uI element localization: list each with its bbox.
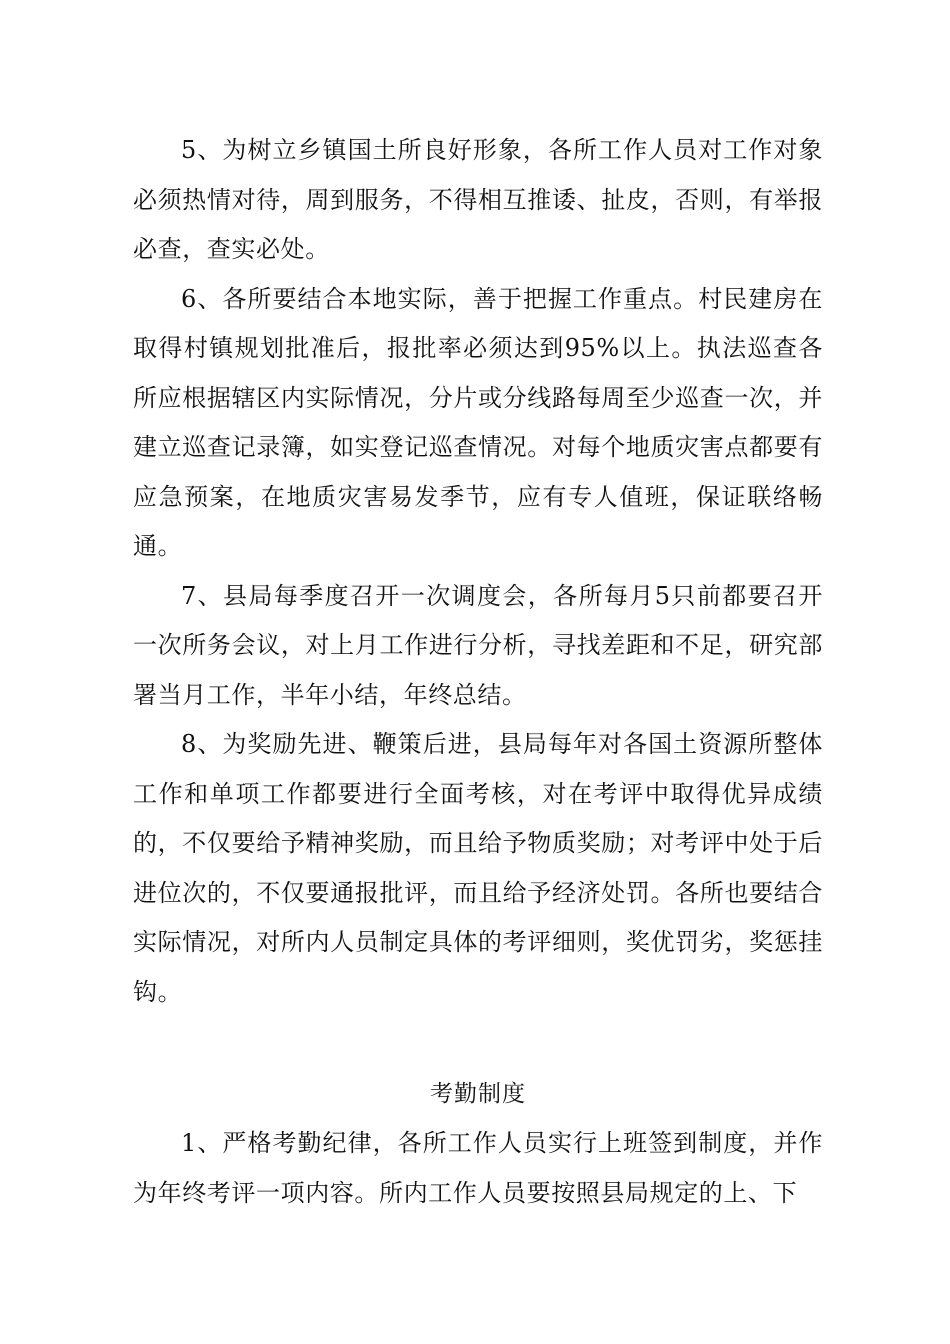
document-body: [133, 126, 823, 1218]
paragraph-6: 6、各所要结合本地实际，善于把握工作重点。村民建房在取得村镇规划批准后，报批率必须达到95%以上。执法巡查各所应根据辖区内实际情况，分片或分线路每周至少巡查一次，并建立巡查记录簿，如实登记巡查情况。对每个地质灾害点都要有应急预案，在地质灾害易发季节，应有专人值班，保证联络畅通。: [133, 284, 823, 560]
paragraph-7: 7、县局每季度召开一次调度会，各所每月5只前都要召开一次所务会议，对上月工作进行分析，寻找差距和不足，研究部署当月工作，半年小结，年终总结。: [133, 581, 823, 709]
section-title: 考勤制度: [430, 1081, 526, 1107]
paragraph-8: 8、为奖励先进、鞭策后进，县局每年对各国土资源所整体工作和单项工作都要进行全面考核，对在考评中取得优异成绩的，不仅要给予精神奖励，而且给予物质奖励；对考评中处于后进位次的，不仅要通报批评，而且给予经济处罚。各所也要结合实际情况，对所内人员制定具体的考评细则，奖优罚劣，奖惩挂钩。: [133, 730, 823, 1006]
paragraph-5: 5、为树立乡镇国土所良好形象，各所工作人员对工作对象必须热情对待，周到服务，不得相互推诿、扯皮，否则，有举报必查，查实必处。: [133, 136, 823, 263]
attendance-paragraph-1: 1、严格考勤纪律，各所工作人员实行上班签到制度，并作为年终考评一项内容。所内工作人员要按照县局规定的上、下: [133, 1129, 823, 1207]
